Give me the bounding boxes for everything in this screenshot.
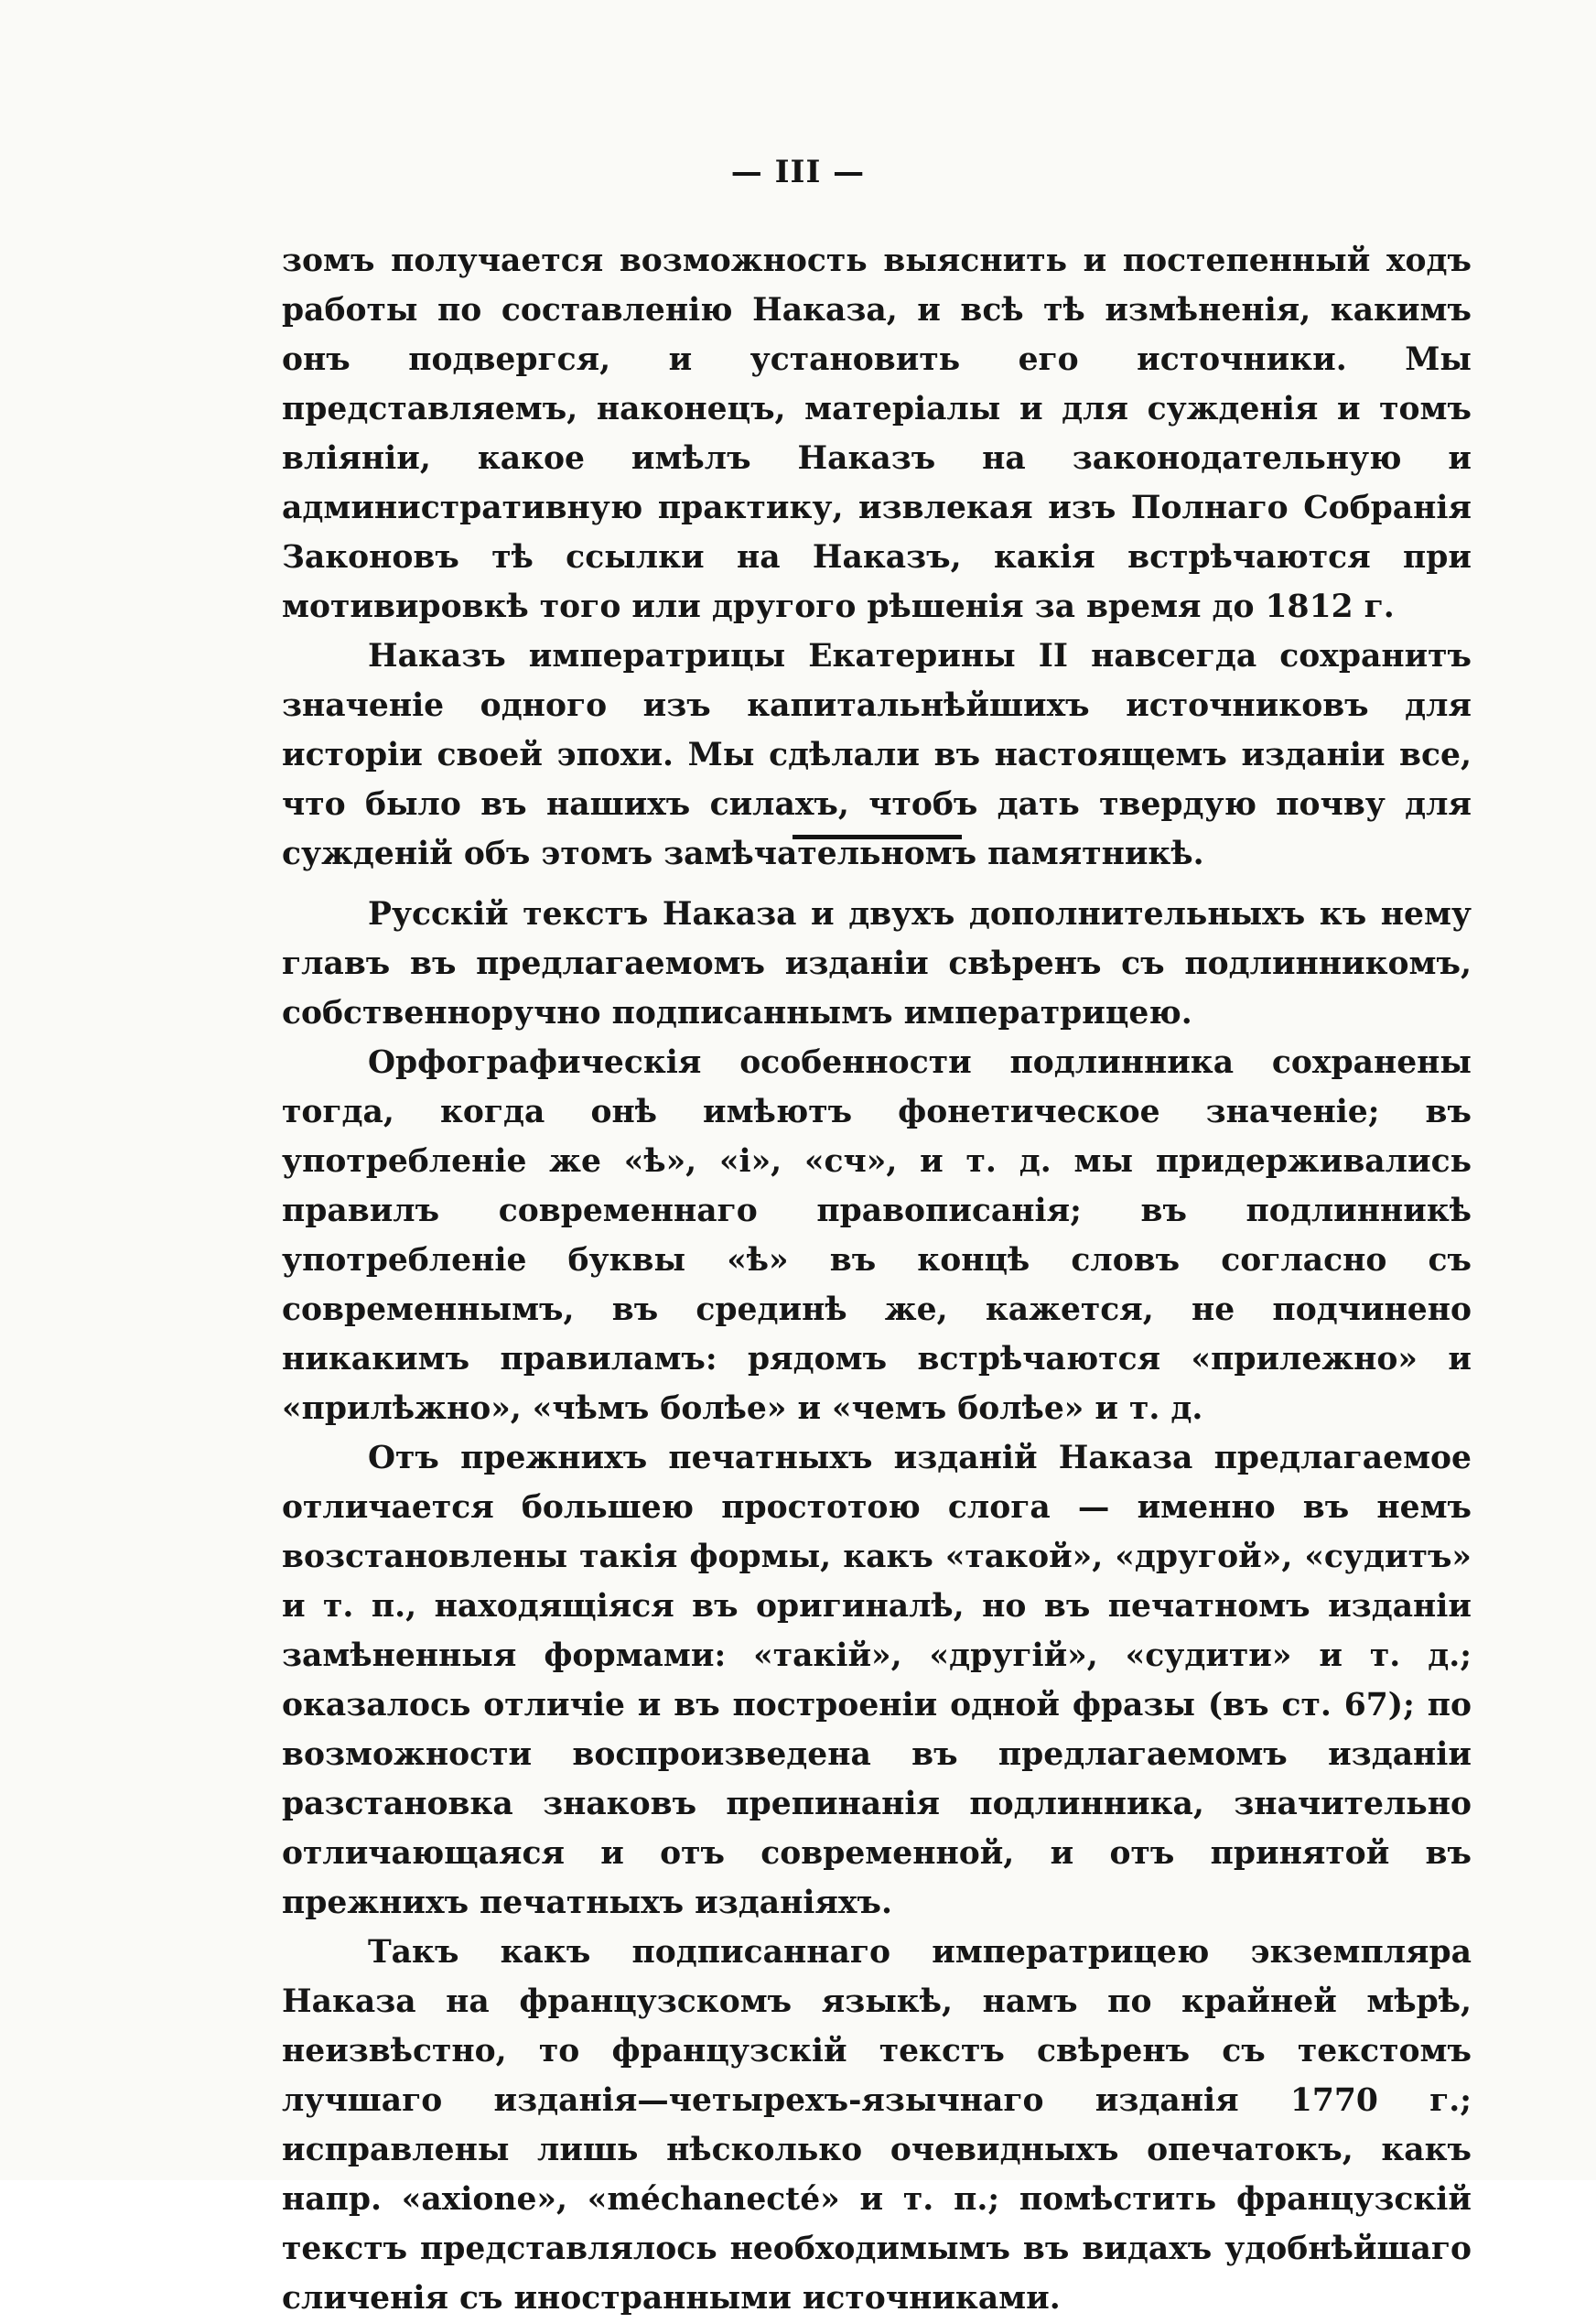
paragraph-french-text: Такъ какъ подписаннаго императрицею экземпляра Наказа на французскомъ языкѣ, намъ по крайней мѣрѣ, неизвѣстно, то французскій текстъ свѣренъ съ текстомъ лучшаго изданія—четырехъ-язычнаго изданія 1770 г.; исправлены лишь нѣсколько очевидныхъ опечатокъ, какъ напр. «axione», «méchanecté» и т. п.; помѣстить французскій текстъ представлялось необходимымъ въ видахъ удобнѣйшаго сличенія съ иностранными источниками. [282,1934,1472,2317]
paragraph-continuation: зомъ получается возможность выяснить и постепенный ходъ работы по составленію Наказа, и всѣ тѣ измѣненія, какимъ онъ подвергся, и установить его источники. Мы представляемъ, наконецъ, матеріалы и для сужденія и томъ вліяніи, какое имѣлъ Наказъ на законодательную и административную практику, извлекая изъ Полнаго Собранія Законовъ тѣ ссылки на Наказъ, какія встрѣчаются при мотивировкѣ того или другого рѣшенія за время до 1812 г. [282,243,1472,625]
text-block-bottom [282,890,1472,2323]
paragraph-catherine-instruction: Наказъ императрицы Екатерины II навсегда сохранитъ значеніе одного изъ капитальнѣйшихъ источниковъ для исторіи своей эпохи. Мы сдѣлали въ настоящемъ изданіи все, что было въ нашихъ силахъ, чтобъ дать твердую почву для сужденій объ этомъ замѣчательномъ памятникѣ. [282,638,1472,872]
page-number: — III — [730,154,866,190]
text-block-top [282,236,1472,879]
paragraph-russian-text: Русскій текстъ Наказа и двухъ дополнительныхъ къ нему главъ въ предлагаемомъ изданіи свѣренъ съ подлинникомъ, собственноручно подписаннымъ императрицею. [282,896,1472,1032]
paragraph-orthography: Орфографическія особенности подлинника сохранены тогда, когда онѣ имѣютъ фонетическое значеніе; въ употребленіе же «ѣ», «і», «сч», и т. д. мы придерживались правилъ современнаго правописанія; въ подлинникѣ употребленіе буквы «ѣ» въ концѣ словъ согласно съ современнымъ, въ срединѣ же, кажется, не подчинено никакимъ правиламъ: рядомъ встрѣчаются «прилежно» и «прилѣжно», «чѣмъ болѣе» и «чемъ болѣе» и т. д. [282,1044,1472,1427]
section-divider [793,835,962,839]
paragraph-printed-editions: Отъ прежнихъ печатныхъ изданій Наказа предлагаемое отличается большею простотою слога — именно въ немъ возстановлены такія формы, какъ «такой», «другой», «судитъ» и т. п., находящіяся въ оригиналѣ, но въ печатномъ изданіи замѣненныя формами: «такій», «другій», «судити» и т. д.; оказалось отличіе и въ построеніи одной фразы (въ ст. 67); по возможности воспроизведена въ предлагаемомъ изданіи разстановка знаковъ препинанія подлинника, значительно отличающаяся и отъ современной, и отъ принятой въ прежнихъ печатныхъ изданіяхъ. [282,1440,1472,1921]
